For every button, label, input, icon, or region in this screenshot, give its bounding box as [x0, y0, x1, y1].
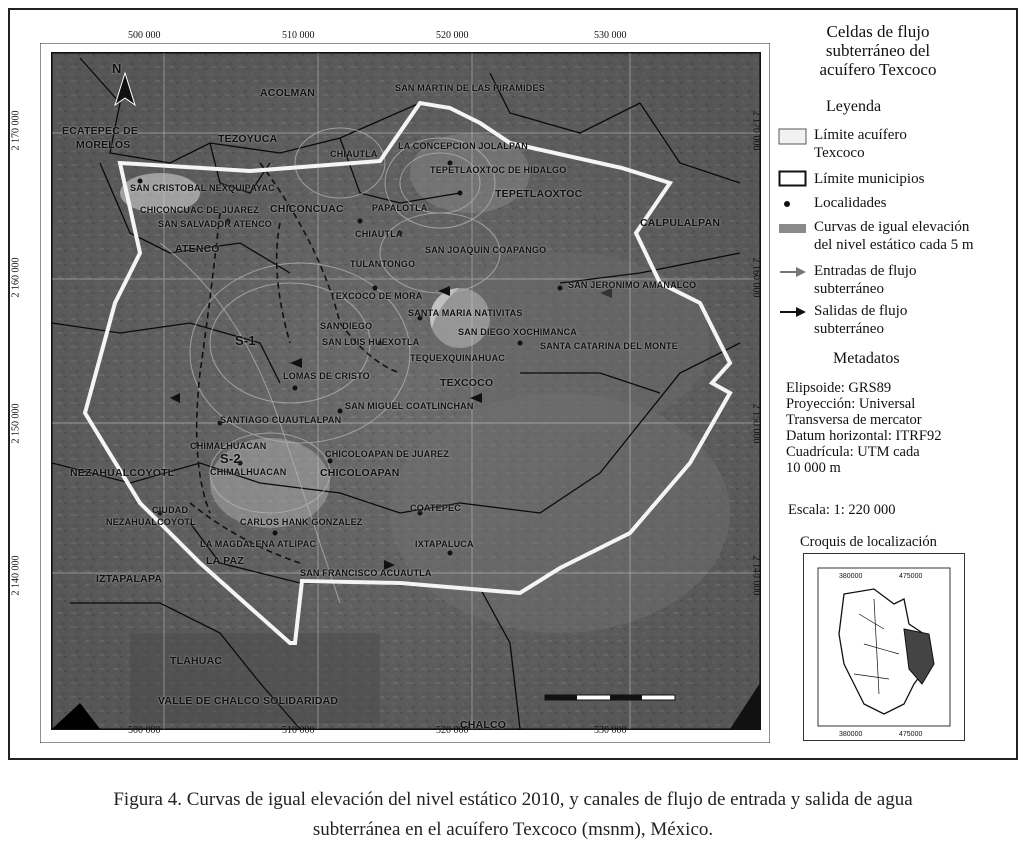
- place-label: COATEPEC: [410, 503, 461, 513]
- place-label: SAN CRISTOBAL NEXQUIPAYAC: [130, 183, 275, 193]
- place-label: IXTAPALUCA: [415, 539, 474, 549]
- locality-dot-icon: [778, 194, 808, 212]
- place-label: LA CONCEPCION JOLALPAN: [398, 141, 528, 151]
- metadata-heading: Metadatos: [833, 350, 900, 367]
- y-coord-right: 2 150 000: [750, 403, 762, 444]
- inflow-arrow-icon: [778, 263, 808, 281]
- place-label: SANTA CATARINA DEL MONTE: [540, 341, 678, 351]
- place-label: S-1: [235, 333, 256, 348]
- place-label: ATENCO: [175, 243, 220, 255]
- place-label: NEZAHUALCOYOTL: [106, 517, 196, 527]
- legend-title: Celdas de flujo subterráneo del acuífero Texcoco: [819, 22, 937, 79]
- map: [40, 43, 770, 743]
- place-label: LA MAGDALENA ATLIPAC: [200, 539, 317, 549]
- place-label: TULANTONGO: [350, 259, 416, 269]
- contour-swatch: [778, 220, 808, 238]
- place-label: CHICONCUAC DE JUAREZ: [140, 205, 260, 215]
- y-coord-left: 2 170 000: [10, 110, 22, 151]
- place-label: CHICONCUAC: [270, 203, 344, 215]
- place-label: TEQUEXQUINAHUAC: [410, 353, 506, 363]
- x-coord-bottom: 500 000: [128, 725, 161, 736]
- inset-label: 380000: [839, 731, 863, 738]
- place-label: SAN DIEGO: [320, 321, 373, 331]
- place-label: CHICOLOAPAN: [320, 467, 400, 479]
- place-label: SAN JERONIMO AMANALCO: [568, 280, 697, 290]
- y-coord-left: 2 140 000: [10, 555, 22, 596]
- x-coord-top: 530 000: [594, 30, 627, 41]
- place-label: NEZAHUALCOYOTL: [70, 467, 175, 479]
- place-label: CALPULALPAN: [640, 217, 721, 229]
- place-label: TEXCOCO: [440, 377, 494, 389]
- legend-panel: Celdas de flujo subterráneo del acuífero Texcoco Leyenda Límite acuífero Texcoco Límite municipios Localidades Curvas de igual elevación del nivel estático cada 5 m Entradas de flujo subterráneo Salidas de flujo subterráneo Metadatos Elipsoide: GRS89 Proyección: Universal Transversa de mercator Datum horizontal: ITRF92 Cuadrícula: UTM cada 10 000 m Escala: 1: 220 000 Croquis de localización 380000 475000 380000 475000: [778, 20, 1003, 750]
- place-label: SAN LUIS HUEXOTLA: [322, 337, 420, 347]
- scale-bar: [545, 695, 675, 700]
- place-label: CIUDAD: [152, 505, 189, 515]
- municipal-limit-swatch: [778, 170, 808, 188]
- place-label: SAN MIGUEL COATLINCHAN: [345, 401, 474, 411]
- place-label: SAN DIEGO XOCHIMANCA: [458, 327, 578, 337]
- inset-label: 380000: [839, 573, 863, 580]
- north-label: N: [112, 61, 122, 76]
- place-label: SANTIAGO CUAUTLALPAN: [220, 415, 342, 425]
- place-label: TEPETLAOXTOC DE HIDALGO: [430, 165, 567, 175]
- place-label: SAN MARTIN DE LAS PIRAMIDES: [395, 83, 545, 93]
- place-label: LOMAS DE CRISTO: [283, 371, 370, 381]
- place-label: VALLE DE CHALCO SOLIDARIDAD: [158, 695, 339, 707]
- y-coord-left: 2 160 000: [10, 257, 22, 298]
- figure-caption: Figura 4. Curvas de igual elevación del nivel estático 2010, y canales de flujo de entrada y salida de agua subterránea en el acuífero Texcoco (msnm), México.: [113, 789, 913, 840]
- place-label: CARLOS HANK GONZALEZ: [240, 517, 363, 527]
- inset-map: [804, 554, 964, 740]
- x-coord-top: 510 000: [282, 30, 315, 41]
- place-label: PAPALOTLA: [372, 203, 428, 213]
- x-coord-bottom: 530 000: [594, 725, 627, 736]
- location-inset: [803, 553, 965, 741]
- scale-text: Escala: 1: 220 000: [788, 502, 896, 518]
- y-coord-right: 2 160 000: [750, 257, 762, 298]
- place-label: CHIAUTLA: [355, 229, 403, 239]
- place-label: CHALCO: [460, 719, 507, 731]
- y-coord-left: 2 150 000: [10, 403, 22, 444]
- y-coord-right: 2 140 000: [750, 555, 762, 596]
- place-label: SAN JOAQUIN COAPANGO: [425, 245, 547, 255]
- inset-label: 475000: [899, 573, 923, 580]
- legend-heading: Leyenda: [826, 98, 882, 115]
- place-label: ECATEPEC DE: [62, 125, 139, 137]
- x-coord-bottom: 510 000: [282, 725, 315, 736]
- place-label: LA PAZ: [206, 555, 244, 567]
- place-label: IZTAPALAPA: [96, 573, 163, 585]
- place-label: TEPETLAOXTOC: [495, 188, 583, 200]
- x-coord-top: 520 000: [436, 30, 469, 41]
- inset-title: Croquis de localización: [800, 534, 937, 550]
- y-coord-right: 2 170 000: [750, 110, 762, 151]
- x-coord-bottom: 520 000: [436, 725, 469, 736]
- place-label: CHICOLOAPAN DE JUAREZ: [325, 449, 450, 459]
- metadata-lines: Elipsoide: GRS89 Proyección: Universal Transversa de mercator Datum horizontal: ITRF92 Cuadrícula: UTM cada 10 000 m: [786, 380, 942, 476]
- place-label: SAN SALVADOR ATENCO: [158, 219, 272, 229]
- place-label: CHIMALHUACAN: [210, 467, 287, 477]
- place-label: ACOLMAN: [260, 87, 316, 99]
- place-label: TLAHUAC: [170, 655, 223, 667]
- place-label: S-2: [220, 451, 241, 466]
- place-label: CHIMALHUACAN: [190, 441, 267, 451]
- place-label: SAN FRANCISCO ACUAUTLA: [300, 568, 432, 578]
- x-coord-top: 500 000: [128, 30, 161, 41]
- aquifer-limit-swatch: [778, 128, 808, 146]
- place-label: CHIAUTLA: [330, 149, 378, 159]
- outflow-arrow-icon: [778, 303, 808, 321]
- place-label: TEZOYUCA: [218, 133, 278, 145]
- place-label: MORELOS: [76, 139, 131, 151]
- inset-label: 475000: [899, 731, 923, 738]
- place-label: SANTA MARIA NATIVITAS: [408, 308, 523, 318]
- place-label: TEXCOCO DE MORA: [330, 291, 423, 301]
